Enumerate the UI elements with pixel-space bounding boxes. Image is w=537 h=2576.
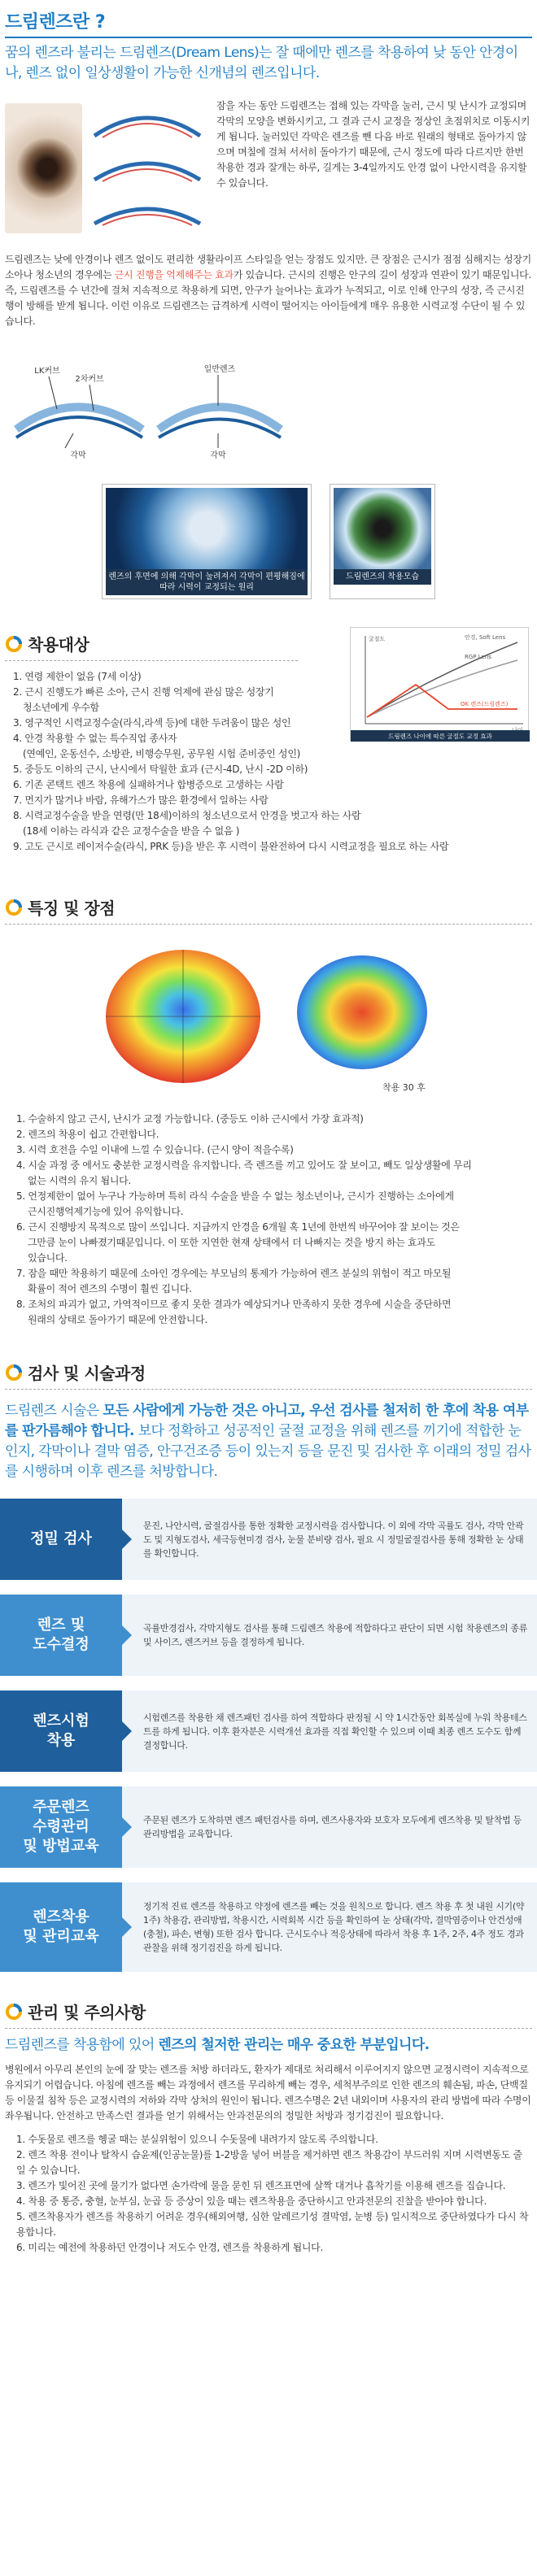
graph-y-label: 굴절도 xyxy=(369,636,386,642)
step-desc: 주문된 렌즈가 도착하면 렌즈 패턴검사를 하며, 렌즈사용자와 보호자 모두에게 렌즈착용 및 탈착법 등 관리방법을 교육합니다. xyxy=(122,1786,537,1868)
list-item: 9. 고도 근시로 레이저수술(라식, PRK 등)을 받은 후 시력이 불완전하여 다시 시력교정을 필요로 하는 사람 xyxy=(13,841,449,852)
list-item: 2. 근시 진행도가 빠른 소아, 근시 진행 억제에 관심 많은 성장기 xyxy=(13,686,274,698)
list-item: 6. 근시 진행방지 목적으로 많이 쓰입니다. 지금까지 안경을 6개월 혹 1년에 한번씩 바꾸어야 잘 보이는 것은 xyxy=(16,1221,460,1233)
list-item: 4. 안경 착용할 수 없는 특수직업 종사자 xyxy=(13,733,177,744)
list-item: 청소년에게 우수함 xyxy=(23,702,99,713)
ring-bullet-icon xyxy=(5,1364,23,1382)
list-item: 근시진행억제기능에 있어 유익합니다. xyxy=(28,1206,184,1217)
intro-text: 잠을 자는 동안 드림렌즈는 접해 있는 각막을 눌러, 근시 및 난시가 교정되며 각막의 모양을 변화시키고, 그 결과 근시 교정을 정상인 초점위치로 이동시키게 됩니다. 눌러있던 각막은 렌즈를 뺀 다음 바로 원래의 형태로 돌아가지 않으며 며칠에 걸쳐 서서히 돌아가기 때문에, 근시 정도에 따라 다르지만 한번 착용한 경과 잘개는 하루, 길게는 3-4일까지도 안경 없이 나안시력을 유지할 수 있습니다. xyxy=(216,100,530,189)
para-text-a: 드림렌즈는 낮에 안경이나 렌즈 없이도 편리한 생활라이프 스타일을 얻는 장점도 있지만. 큰 장점은 근시가 점점 심해지는 성장기 소아나 청소년의 경우에는 xyxy=(5,254,531,281)
list-item: 4. 착용 중 통증, 충혈, 눈부심, 눈곱 등 증상이 있을 때는 렌즈착용을 중단하시고 안과전문의 진찰을 받아야 합니다. xyxy=(16,2195,487,2207)
step-order xyxy=(0,1786,537,1868)
step-desc: 곡률반경검사, 각막지형도 검사를 통해 드림렌즈 착용에 적합하다고 판단이 되면 시험 착용렌즈의 종류 및 사이즈, 렌즈커브 등을 결정하게 됩니다. xyxy=(122,1595,537,1676)
step-desc: 문진, 나안시력, 굴절검사를 통한 정확한 교정시력을 검사합니다. 이 외에 각막 곡률도 검사, 각막 안곽도 및 지형도검사, 세극등현미경 검사, 눈물 분비량 검사, 필요 시 정밀굴절검사를 통해 정확한 눈 상태를 확인합니다. xyxy=(122,1499,537,1580)
exam-lead-a: 드림렌즈 시술은 xyxy=(5,1403,103,1419)
photo-caption-b: 드림렌즈의 착용모습 xyxy=(334,569,431,585)
map-label: 착용 30 후 xyxy=(382,1082,426,1093)
section-exam-heading: 검사 및 시술과정 xyxy=(28,1364,146,1383)
section-target-heading: 착용대상 xyxy=(28,635,90,655)
ring-bullet-icon xyxy=(5,899,23,916)
care-lead-bold: 렌즈의 철저한 관리는 매우 중요한 부분입니다. xyxy=(158,2037,430,2053)
correction-graph xyxy=(350,627,529,741)
section-care-lead xyxy=(0,2029,537,2056)
list-item: 5. 렌즈착용자가 렌즈를 착용하기 어려운 경우(해외여행, 심한 알레르기성 결막염, 눈병 등) 일시적으로 중단하였다가 다시 착용합니다. xyxy=(16,2211,529,2238)
para-text-b: 가 있습니다. 근시의 진행은 안구의 길이 성장과 연관이 있기 때문입니다. 즉, 드림렌즈를 수 년간에 걸쳐 지속적으로 착용하게 되면, 안구가 늘어나는 효과가 누적되고, 이로 인해 안구의 성장, 즉 근시진행이 방해를 받게 됩니다. 이런 이유로 드림렌즈는 급격하게 시력이 떨어지는 아이들에게 매우 유용한 시력교정 수단이 될 수 있습니다. xyxy=(5,269,531,327)
step-trial xyxy=(0,1690,537,1772)
list-item: (연예인, 운동선수, 소방관, 비행승무원, 공무원 시험 준비중인 성인) xyxy=(23,748,301,759)
step-label: 렌즈 및 도수결정 xyxy=(0,1595,122,1676)
page-title: 드림렌즈란 ? xyxy=(5,12,106,33)
list-item: 없는 시력의 유지 됩니다. xyxy=(28,1175,131,1186)
section-care-heading: 관리 및 주의사항 xyxy=(28,2003,146,2022)
label-cornea-b: 각막 xyxy=(210,451,226,460)
photo-image-a xyxy=(106,488,308,569)
step-label: 정밀 검사 xyxy=(0,1499,122,1580)
topography-maps xyxy=(0,939,537,1102)
label-lk-curve: LK커브 xyxy=(34,367,60,376)
graph-legend-c: OK 렌즈(드림렌즈) xyxy=(461,701,509,707)
topography-map-after xyxy=(297,955,427,1069)
list-item: 3. 시력 호전을 수일 이내에 느낄 수 있습니다. (근시 양이 적을수록) xyxy=(16,1144,294,1155)
step-lens-power xyxy=(0,1595,537,1676)
section-features-heading: 특징 및 장점 xyxy=(28,899,116,918)
step-desc: 시험렌즈를 착용한 채 렌즈패턴 검사를 하여 적합하다 판정될 시 약 1시간동안 회복실에 누워 착용테스트를 하게 됩니다. 이후 환자분은 시력개선 효과를 직접 확인할 수 있으며 이때 최종 렌즈 도수도 함께 결정합니다. xyxy=(122,1690,537,1772)
list-item: 3. 영구적인 시력교정수술(라식,라섹 등)에 대한 두려움이 많은 성인 xyxy=(13,717,291,729)
list-item: 있습니다. xyxy=(28,1252,68,1264)
list-item: 7. 잠을 때만 착용하기 때문에 소아인 경우에는 부모님의 통제가 가능하여 렌즈 분실의 위험이 적고 마모될 xyxy=(16,1268,452,1279)
para-highlight: 근시 진행을 억제해주는 효과 xyxy=(114,269,234,281)
list-item: 5. 언정제한이 없어 누구나 가능하며 특히 라식 수술을 받을 수 없는 청소년이나, 근시가 진행하는 소아에게 xyxy=(16,1190,454,1202)
list-item: 1. 연령 제한이 없음 (7세 이상) xyxy=(13,671,142,682)
list-item: 1. 수돗물로 렌즈를 헹굴 때는 분실위험이 있으니 수돗물에 내려가지 않도록 주의합니다. xyxy=(16,2134,378,2145)
list-item: 5. 중등도 이하의 근시, 난시에서 탁월한 효과 (근시-4D, 난시 -2D 이하) xyxy=(13,764,308,775)
features-list xyxy=(0,1102,537,1328)
eye-photo xyxy=(5,103,82,233)
label-normal-lens: 일반렌즈 xyxy=(203,365,236,374)
photo-lens-flattening xyxy=(102,484,312,599)
label-cornea-a: 각막 xyxy=(70,451,86,460)
list-item: 7. 먼지가 많거나 바람, 유해가스가 많은 환경에서 일하는 사람 xyxy=(13,794,268,806)
label-second-curve: 2차커브 xyxy=(75,375,104,384)
section-target xyxy=(0,632,537,855)
list-item: 원래의 상태로 돌아가기 때문에 안전합니다. xyxy=(28,1314,207,1325)
lens-diagram-1 xyxy=(86,105,208,141)
section-features-divider xyxy=(5,924,532,925)
step-exam xyxy=(0,1499,537,1580)
list-item: (18세 이하는 라식과 같은 교정수술을 받을 수 없음 ) xyxy=(23,825,240,837)
lens-photos xyxy=(0,469,537,599)
list-item: 4. 시술 과정 중 에서도 충분한 교정시력을 유지합니다. 즉 렌즈를 끼고 있어도 잘 보이고, 빼도 일상생활에 무리 xyxy=(16,1160,472,1171)
list-item: 6. 미리는 예전에 착용하던 안경이나 저도수 안경, 렌즈를 착용하게 됩니다. xyxy=(16,2242,323,2253)
list-item: 6. 기존 콘택트 렌즈 착용에 실패하거나 합병증으로 고생하는 사람 xyxy=(13,779,284,790)
list-item: 2. 렌즈 착용 전이나 탈착시 습윤제(인공눈물)를 1-2방울 넣어 버블을 제거하면 렌즈 착용감이 부드러워 지며 시력변동도 줄일 수 있습니다. xyxy=(16,2149,522,2176)
list-item: 확률이 적어 렌즈의 수명이 훨씬 깁니다. xyxy=(28,1283,192,1295)
eye-illustration xyxy=(5,98,208,241)
graph-caption: 드림렌즈 나이에 따른 굴절도 교정 효과 xyxy=(388,733,492,740)
dream-lens-benefit-paragraph xyxy=(0,241,537,329)
list-item: 그만큼 눈이 나빠졌기때문입니다. 이 또한 지연한 현재 상태에서 더 나빠지는 것을 방지 하는 효과도 xyxy=(28,1237,435,1248)
step-label: 주문렌즈 수령관리 및 방법교육 xyxy=(0,1786,122,1868)
lens-diagram-3 xyxy=(86,193,208,228)
step-label: 렌즈시험 착용 xyxy=(0,1690,122,1772)
step-care xyxy=(0,1882,537,1972)
step-label: 렌즈착용 및 관리교육 xyxy=(0,1882,122,1972)
section-care-title xyxy=(0,1999,537,2023)
care-body: 병원에서 아무리 본인의 눈에 잘 맞는 렌즈를 처방 하더라도, 환자가 제대로 처리해서 이루어지지 않으면 교정시력이 지속적으로 유지되기 어렵습니다. 아침에 렌즈를 빼는 과정에서 렌즈를 무리하게 빼는 경우, 세척부주의로 인한 렌즈의 훼손됨, 파손, 단백질 등 이물질 침착 등은 교정시력의 저하와 각막 상처의 원인이 됩니다. 렌즈수명은 2년 내외이며 사용자의 관리 방법에 따라 수명이 좌우됩니다. 안전하고 만족스런 결과를 얻기 위해서는 안과전문의의 정밀한 처방과 정기검진이 필요합니다. xyxy=(5,2064,531,2121)
list-item: 2. 렌즈의 착용이 쉽고 간편합니다. xyxy=(16,1129,159,1140)
graph-legend-b: RGP Lens xyxy=(465,654,491,660)
lens-comparison-diagram xyxy=(0,352,293,466)
lens-diagram-2 xyxy=(86,149,208,185)
ring-bullet-icon xyxy=(5,2003,23,2021)
list-item: 1. 수술하지 않고 근시, 난시가 교정 가능합니다. (중등도 이하 근시에서 가장 효과적) xyxy=(16,1113,364,1125)
list-item: 8. 조처의 파괴가 없고, 가역적이므로 좋지 못한 결과가 예상되거나 만족하지 못한 경우에 시술을 중단하면 xyxy=(16,1299,452,1310)
care-lead-plain: 드림렌즈를 착용함에 있어 xyxy=(5,2037,159,2053)
photo-lens-worn xyxy=(330,484,435,599)
exam-lead-bold: 모든 사람에게 가능한 것은 아니고, 우선 검사를 철저히 한 후에 착용 여부를 판가름해야 합니다. xyxy=(5,1403,529,1439)
photo-image-b xyxy=(334,488,431,569)
graph-legend-a: 안경, Soft Lens xyxy=(465,634,506,641)
intro-block xyxy=(0,84,537,241)
care-list xyxy=(0,2124,537,2256)
exam-lead-b: 보다 정확하고 성공적인 굴절 교정을 위해 렌즈를 끼기에 적합한 눈인지, 각막이나 결막 염증, 안구건조증 등이 있는지 등을 문진 및 검사한 후 이래의 정밀 검사를 시행하며 이후 렌즈를 처방합니다. xyxy=(5,1423,531,1480)
list-item: 3. 렌즈가 빛어진 곳에 물기가 없다면 손가락에 물을 묻힌 뒤 렌즈표면에 살짝 대거나 흡착기를 이용해 렌즈를 집습니다. xyxy=(16,2180,506,2191)
section-exam-title xyxy=(0,1360,537,1384)
list-item: 8. 시력교정수술을 받을 연령(만 18세)이하의 청소년으로서 안경을 벗고자 하는 사람 xyxy=(13,810,361,821)
step-desc: 정기적 진료 렌즈를 착용하고 약정에 렌즈를 빼는 것을 원칙으로 합니다. 렌즈 착용 후 첫 내원 시기(약 1주) 착용감, 관리방법, 착용시간, 시력회복 시간 등을 확인하여 눈 상태(각막, 결막염증이나 안건성애(충철), 파손, 변형) 또한 검사 합니다. 근시도수나 적응상태에 따라서 착용 후 1주, 2주, 4주 정도 경과관찰을 위해 정기검진을 하게 됩니다. xyxy=(122,1882,537,1972)
page-lead: 꿈의 렌즈라 불리는 드림렌즈(Dream Lens)는 잘 때에만 렌즈를 착용하여 낮 동안 안경이나, 렌즈 없이 일상생활이 가능한 신개념의 렌즈입니다. xyxy=(5,45,518,81)
section-exam-lead xyxy=(0,1390,537,1482)
ring-bullet-icon xyxy=(5,635,23,653)
section-features-title xyxy=(0,895,537,919)
photo-caption-a: 렌즈의 후면에 의해 각막이 눌려져서 각막이 편평해짐에 따라 시력이 교정되는 원리 xyxy=(106,569,308,595)
